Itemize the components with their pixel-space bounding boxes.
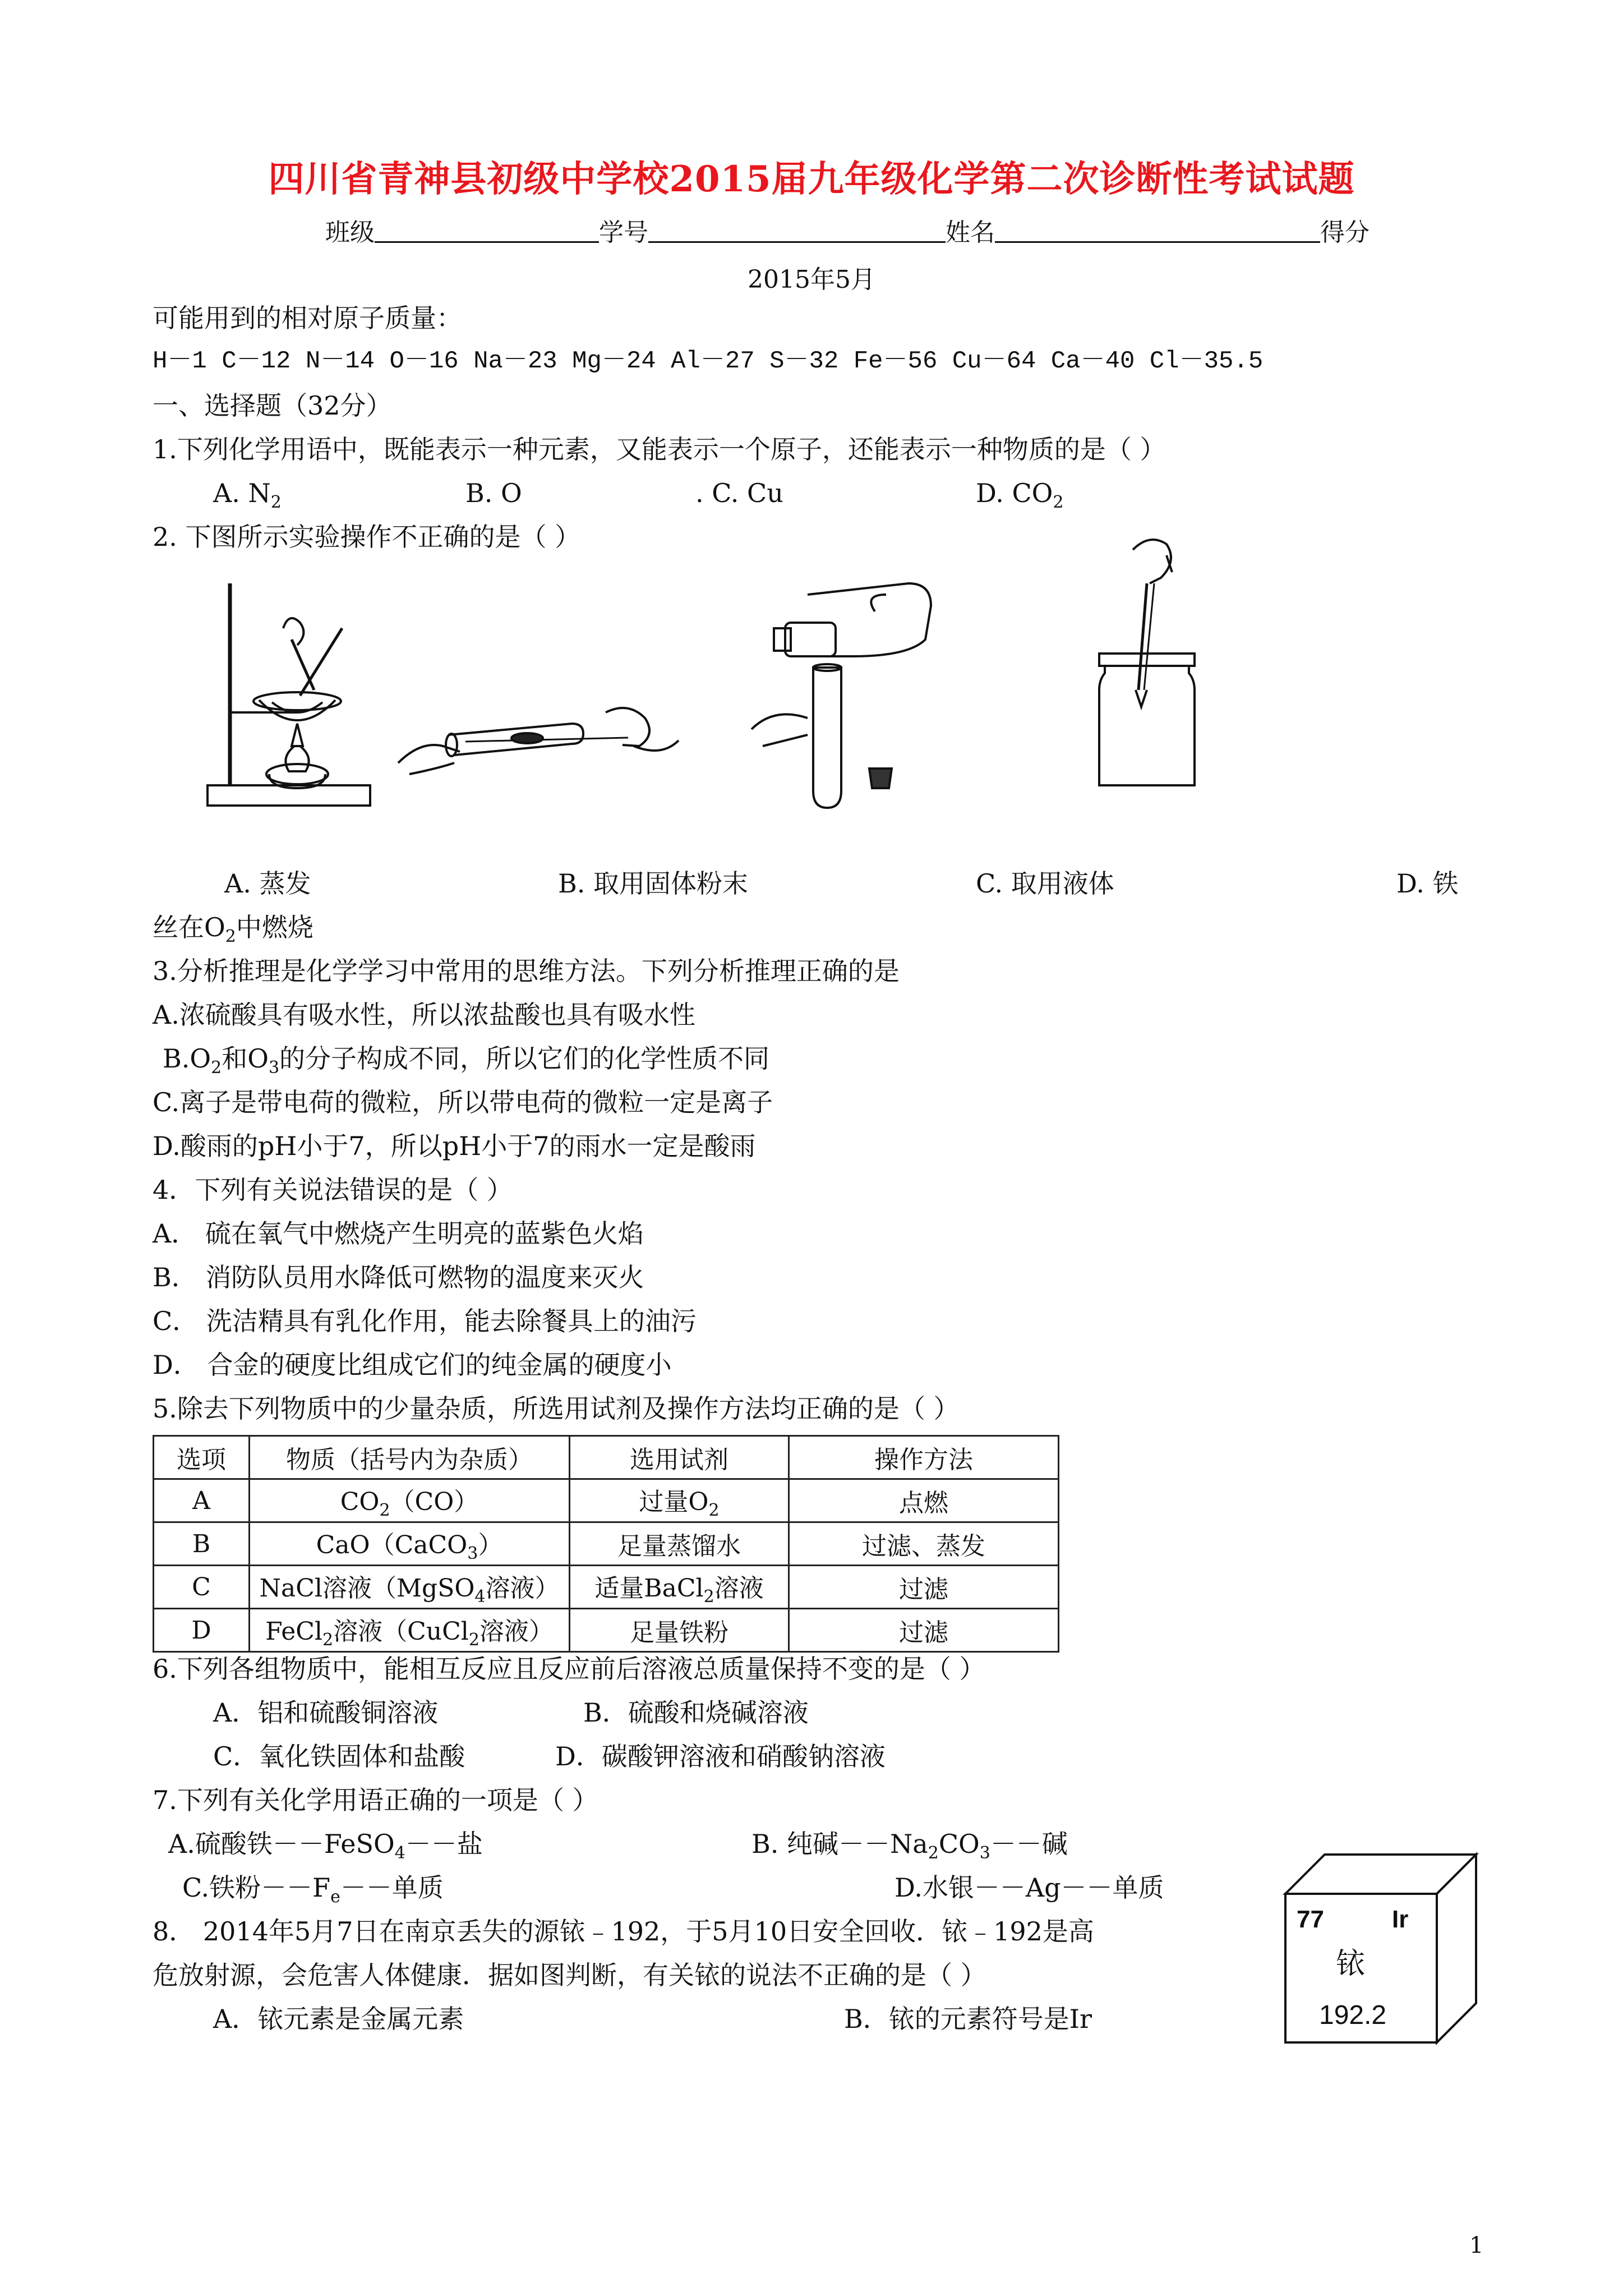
q3-option-a[interactable]: A.浓硫酸具有吸水性，所以浓盐酸也具有吸水性 bbox=[153, 1000, 695, 1030]
q3-stem: 3.分析推理是化学学习中常用的思维方法。下列分析推理正确的是 bbox=[153, 956, 900, 986]
page-number: 1 bbox=[1469, 2233, 1484, 2258]
q8-stem-line-2: 危放射源，会危害人体健康．据如图判断，有关铱的说法不正确的是（ ） bbox=[153, 1960, 986, 1990]
q8-option-a[interactable]: A．铱元素是金属元素 bbox=[213, 2004, 464, 2034]
q4-stem: 4．下列有关说法错误的是（ ） bbox=[153, 1175, 513, 1205]
q4-option-d[interactable]: D． 合金的硬度比组成它们的纯金属的硬度小 bbox=[153, 1350, 672, 1380]
student-info-line bbox=[325, 212, 1370, 248]
class-blank[interactable] bbox=[375, 219, 599, 243]
class-label: 班级 bbox=[325, 218, 375, 247]
q2-option-d[interactable]: D. 铁 bbox=[1396, 868, 1459, 899]
evaporation-figure bbox=[196, 572, 376, 819]
exam-title: 四川省青神县初级中学校2015届九年级化学第二次诊断性考试试题 bbox=[268, 158, 1355, 200]
row-reagent: 适量BaCl$_2$溶液 bbox=[570, 1566, 789, 1609]
tile-element-name: 铱 bbox=[1336, 1947, 1366, 1981]
q8-stem-line-1: 8． 2014年5月7日在南京丢失的源铱﹣192，于5月10日安全回收．铱﹣192是高 bbox=[153, 1916, 1094, 1947]
tile-atomic-mass: 192.2 bbox=[1319, 2000, 1387, 2030]
q2-option-c[interactable]: C. 取用液体 bbox=[976, 868, 1114, 899]
row-reagent: 过量$O_2$ bbox=[570, 1479, 789, 1522]
q2-option-d-continued: 丝在$O_2$中燃烧 bbox=[153, 912, 313, 947]
q3-option-d[interactable]: D.酸雨的pH小于7，所以pH小于7的雨水一定是酸雨 bbox=[153, 1131, 756, 1161]
q7-option-a[interactable]: A.硫酸铁－－FeSO$_4$－－盐 bbox=[168, 1829, 483, 1864]
table-row[interactable] bbox=[154, 1522, 1059, 1566]
q6-option-c[interactable]: C．氧化铁固体和盐酸 bbox=[213, 1741, 465, 1772]
q1-option-b[interactable]: B. O bbox=[465, 478, 522, 508]
tile-symbol: Ir bbox=[1392, 1906, 1409, 1933]
name-label: 姓名 bbox=[946, 218, 995, 247]
q1-stem: 1.下列化学用语中，既能表示一种元素，又能表示一个原子，还能表示一种物质的是（ ） bbox=[153, 434, 1166, 464]
q2-option-b[interactable]: B. 取用固体粉末 bbox=[558, 868, 749, 899]
q7-stem: 7.下列有关化学用语正确的一项是（ ） bbox=[153, 1785, 598, 1815]
liquid-pouring-figure bbox=[740, 572, 965, 819]
row-substance: $CO_2(CO)$ bbox=[250, 1479, 570, 1522]
q5-stem: 5.除去下列物质中的少量杂质，所选用试剂及操作方法均正确的是（ ） bbox=[153, 1393, 960, 1424]
header-substance: 物质（括号内为杂质） bbox=[250, 1436, 570, 1479]
student-id-label: 学号 bbox=[599, 218, 648, 247]
row-substance: CaO（CaCO$_3$） bbox=[250, 1522, 570, 1566]
q6-option-b[interactable]: B．硫酸和烧碱溶液 bbox=[583, 1697, 809, 1728]
row-method: 过滤、蒸发 bbox=[789, 1522, 1059, 1566]
q6-stem: 6.下列各组物质中，能相互反应且反应前后溶液总质量保持不变的是（ ） bbox=[153, 1654, 985, 1684]
row-option: C bbox=[154, 1566, 250, 1609]
q6-option-d[interactable]: D．碳酸钾溶液和硝酸钠溶液 bbox=[555, 1741, 886, 1772]
row-method: 过滤 bbox=[789, 1609, 1059, 1652]
q3-option-b[interactable]: $B.O_2$和$O_3$的分子构成不同，所以它们的化学性质不同 bbox=[163, 1043, 770, 1078]
q4-option-c[interactable]: C． 洗洁精具有乳化作用，能去除餐具上的油污 bbox=[153, 1306, 697, 1336]
iron-combustion-figure bbox=[1088, 533, 1211, 797]
q1-option-c[interactable]: . C. Cu bbox=[695, 478, 783, 508]
atomic-masses-label: 可能用到的相对原子质量： bbox=[153, 303, 462, 333]
row-method: 过滤 bbox=[789, 1566, 1059, 1609]
exam-date: 2015年5月 bbox=[748, 265, 875, 294]
row-reagent: 足量铁粉 bbox=[570, 1609, 789, 1652]
section-1-heading: 一、选择题（32分） bbox=[153, 390, 392, 421]
powder-sampling-figure bbox=[393, 690, 684, 791]
row-substance: NaCl溶液（MgSO$_4$溶液） bbox=[250, 1566, 570, 1609]
q7-option-c[interactable]: C.铁粉$--F_e--$单质 bbox=[182, 1872, 444, 1907]
row-method: 点燃 bbox=[789, 1479, 1059, 1522]
row-option: D bbox=[154, 1609, 250, 1652]
q8-option-b[interactable]: B．铱的元素符号是Ir bbox=[844, 2004, 1092, 2034]
q7-option-b[interactable]: B. 纯碱$--Na_2CO_3--$碱 bbox=[751, 1829, 1068, 1864]
student-id-blank[interactable] bbox=[648, 219, 946, 243]
header-option: 选项 bbox=[154, 1436, 250, 1479]
q2-option-a[interactable]: A. 蒸发 bbox=[224, 868, 311, 899]
row-substance: FeCl$_2$溶液（CuCl$_2$溶液） bbox=[250, 1609, 570, 1652]
header-method: 操作方法 bbox=[789, 1436, 1059, 1479]
q3-option-c[interactable]: C.离子是带电荷的微粒，所以带电荷的微粒一定是离子 bbox=[153, 1087, 773, 1117]
score-label: 得分 bbox=[1320, 218, 1370, 247]
q4-option-b[interactable]: B． 消防队员用水降低可燃物的温度来灭火 bbox=[153, 1262, 644, 1292]
row-reagent: 足量蒸馏水 bbox=[570, 1522, 789, 1566]
q1-option-d[interactable]: D. $CO_2$ bbox=[976, 478, 1064, 513]
q2-stem: 2. 下图所示实验操作不正确的是（ ） bbox=[153, 522, 581, 552]
name-blank[interactable] bbox=[995, 219, 1320, 243]
q5-table bbox=[153, 1435, 1059, 1653]
atomic-masses-list: H－1 C－12 N－14 O－16 Na－23 Mg－24 Al－27 S－32 Fe－56 Cu－64 Ca－40 Cl－35.5 bbox=[153, 347, 1264, 375]
table-row[interactable] bbox=[154, 1479, 1059, 1522]
q5-table-header bbox=[154, 1436, 1059, 1479]
row-option: A bbox=[154, 1479, 250, 1522]
table-row[interactable] bbox=[154, 1566, 1059, 1609]
iridium-element-tile bbox=[1274, 1849, 1482, 2045]
table-row[interactable] bbox=[154, 1609, 1059, 1652]
row-option: B bbox=[154, 1522, 250, 1566]
q6-option-a[interactable]: A．铝和硫酸铜溶液 bbox=[213, 1697, 439, 1728]
tile-atomic-number: 77 bbox=[1297, 1906, 1324, 1933]
q7-option-d[interactable]: D.水银－－Ag－－单质 bbox=[895, 1872, 1164, 1903]
header-reagent: 选用试剂 bbox=[570, 1436, 789, 1479]
q1-option-a[interactable]: A. $N_2$ bbox=[213, 478, 282, 513]
q4-option-a[interactable]: A． 硫在氧气中燃烧产生明亮的蓝紫色火焰 bbox=[153, 1218, 644, 1249]
